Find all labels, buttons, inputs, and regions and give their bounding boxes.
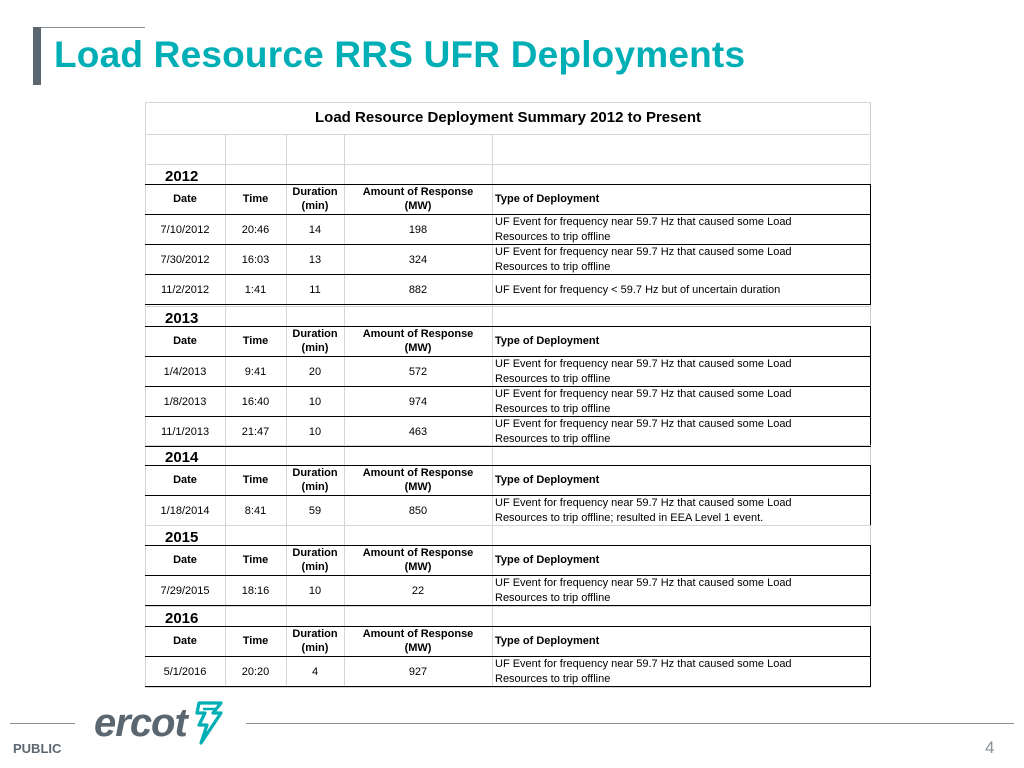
header-amount-unit: (MW) (404, 561, 432, 573)
header-amount: Amount of Response (362, 628, 474, 640)
table-gridline (145, 306, 871, 307)
header-amount: Amount of Response (362, 186, 474, 198)
header-duration-unit: (min) (301, 342, 329, 354)
cell-amount: 463 (408, 425, 428, 438)
header-amount-unit: (MW) (404, 642, 432, 654)
year-label: 2012 (165, 168, 199, 185)
cell-type-line2: Resources to trip offline (495, 231, 611, 243)
table-title: Load Resource Deployment Summary 2012 to Present (315, 109, 701, 126)
cell-amount: 572 (408, 365, 428, 378)
year-label: 2016 (165, 610, 199, 627)
header-duration-unit: (min) (301, 481, 329, 493)
cell-date: 7/29/2015 (160, 584, 210, 597)
cell-amount: 22 (411, 584, 425, 597)
cell-amount: 324 (408, 253, 428, 266)
cell-date: 7/30/2012 (160, 253, 210, 266)
title-accent-bar (33, 27, 41, 85)
cell-duration: 4 (311, 665, 319, 678)
header-date: Date (173, 474, 197, 486)
header-date: Date (173, 193, 197, 205)
cell-time: 16:03 (241, 253, 270, 266)
cell-time: 20:20 (241, 665, 270, 678)
logo-wordmark: ercot (94, 700, 187, 745)
header-amount: Amount of Response (362, 328, 474, 340)
cell-type-line1: UF Event for frequency near 59.7 Hz that caused some Load (495, 658, 792, 670)
cell-time: 8:41 (244, 504, 267, 517)
year-label: 2013 (165, 310, 199, 327)
cell-type-line2: Resources to trip offline (495, 673, 611, 685)
year-label: 2015 (165, 529, 199, 546)
cell-duration: 59 (308, 504, 322, 517)
header-time: Time (242, 635, 269, 647)
cell-type-line2: Resources to trip offline; resulted in EEA Level 1 event. (495, 512, 764, 524)
cell-type-line2: Resources to trip offline (495, 261, 611, 273)
year-label: 2014 (165, 449, 199, 466)
cell-amount: 198 (408, 223, 428, 236)
ercot-logo (94, 698, 225, 748)
header-duration: Duration (292, 467, 338, 479)
cell-time: 20:46 (241, 223, 270, 236)
table-gridline (145, 606, 871, 607)
cell-date: 1/8/2013 (163, 395, 207, 408)
cell-type-line2: Resources to trip offline (495, 592, 611, 604)
cell-duration: 14 (308, 223, 322, 236)
header-date: Date (173, 335, 197, 347)
table-gridline (145, 525, 871, 526)
cell-time: 18:16 (241, 584, 270, 597)
cell-amount: 882 (408, 283, 428, 296)
header-type: Type of Deployment (495, 335, 600, 347)
title-rule (41, 27, 145, 28)
cell-amount: 850 (408, 504, 428, 517)
classification-label: PUBLIC (13, 741, 62, 756)
header-amount-unit: (MW) (404, 200, 432, 212)
cell-duration: 10 (308, 395, 322, 408)
cell-type-line1: UF Event for frequency near 59.7 Hz that caused some Load (495, 418, 792, 430)
cell-type-line1: UF Event for frequency near 59.7 Hz that caused some Load (495, 388, 792, 400)
header-amount-unit: (MW) (404, 342, 432, 354)
header-duration-unit: (min) (301, 561, 329, 573)
ercot-bolt-icon (191, 701, 225, 745)
header-amount: Amount of Response (362, 467, 474, 479)
cell-date: 11/1/2013 (160, 425, 210, 438)
header-type: Type of Deployment (495, 474, 600, 486)
header-time: Time (242, 554, 269, 566)
cell-duration: 11 (309, 283, 321, 296)
cell-type-line1: UF Event for frequency near 59.7 Hz that caused some Load (495, 497, 792, 509)
header-duration-unit: (min) (301, 200, 329, 212)
cell-amount: 974 (408, 395, 428, 408)
cell-time: 16:40 (241, 395, 270, 408)
cell-date: 11/2/2012 (160, 283, 210, 296)
header-duration: Duration (292, 547, 338, 559)
cell-date: 7/10/2012 (160, 223, 210, 236)
header-amount: Amount of Response (362, 547, 474, 559)
cell-time: 9:41 (244, 365, 267, 378)
cell-date: 5/1/2016 (163, 665, 207, 678)
footer-rule (10, 723, 75, 724)
cell-type-line1: UF Event for frequency near 59.7 Hz that caused some Load (495, 577, 792, 589)
footer-rule (246, 723, 1014, 724)
header-type: Type of Deployment (495, 635, 600, 647)
cell-type-line1: UF Event for frequency near 59.7 Hz that caused some Load (495, 246, 792, 258)
cell-type-line2: Resources to trip offline (495, 403, 611, 415)
cell-amount: 927 (408, 665, 428, 678)
header-duration: Duration (292, 186, 338, 198)
cell-duration: 20 (308, 365, 322, 378)
page-number: 4 (985, 738, 995, 757)
cell-duration: 10 (308, 425, 322, 438)
table-gridline (145, 134, 871, 135)
cell-type-line2: Resources to trip offline (495, 433, 611, 445)
cell-date: 1/18/2014 (160, 504, 210, 517)
header-duration: Duration (292, 628, 338, 640)
header-date: Date (173, 635, 197, 647)
cell-type-line1: UF Event for frequency near 59.7 Hz that caused some Load (495, 358, 792, 370)
header-time: Time (242, 335, 269, 347)
header-amount-unit: (MW) (404, 481, 432, 493)
deployment-summary-table (145, 102, 871, 688)
header-duration: Duration (292, 328, 338, 340)
cell-type-line2: Resources to trip offline (495, 373, 611, 385)
cell-type-line1: UF Event for frequency near 59.7 Hz that caused some Load (495, 216, 792, 228)
cell-duration: 13 (308, 253, 322, 266)
header-date: Date (173, 554, 197, 566)
table-gridline (145, 445, 871, 446)
cell-time: 1:41 (244, 283, 267, 296)
header-time: Time (242, 193, 269, 205)
cell-duration: 10 (308, 584, 322, 597)
cell-type: UF Event for frequency < 59.7 Hz but of uncertain duration (495, 283, 781, 296)
header-time: Time (242, 474, 269, 486)
slide-title: Load Resource RRS UFR Deployments (54, 34, 746, 75)
header-type: Type of Deployment (495, 554, 600, 566)
table-gridline (145, 164, 871, 165)
header-duration-unit: (min) (301, 642, 329, 654)
cell-time: 21:47 (241, 425, 270, 438)
cell-date: 1/4/2013 (163, 365, 207, 378)
header-type: Type of Deployment (495, 193, 600, 205)
